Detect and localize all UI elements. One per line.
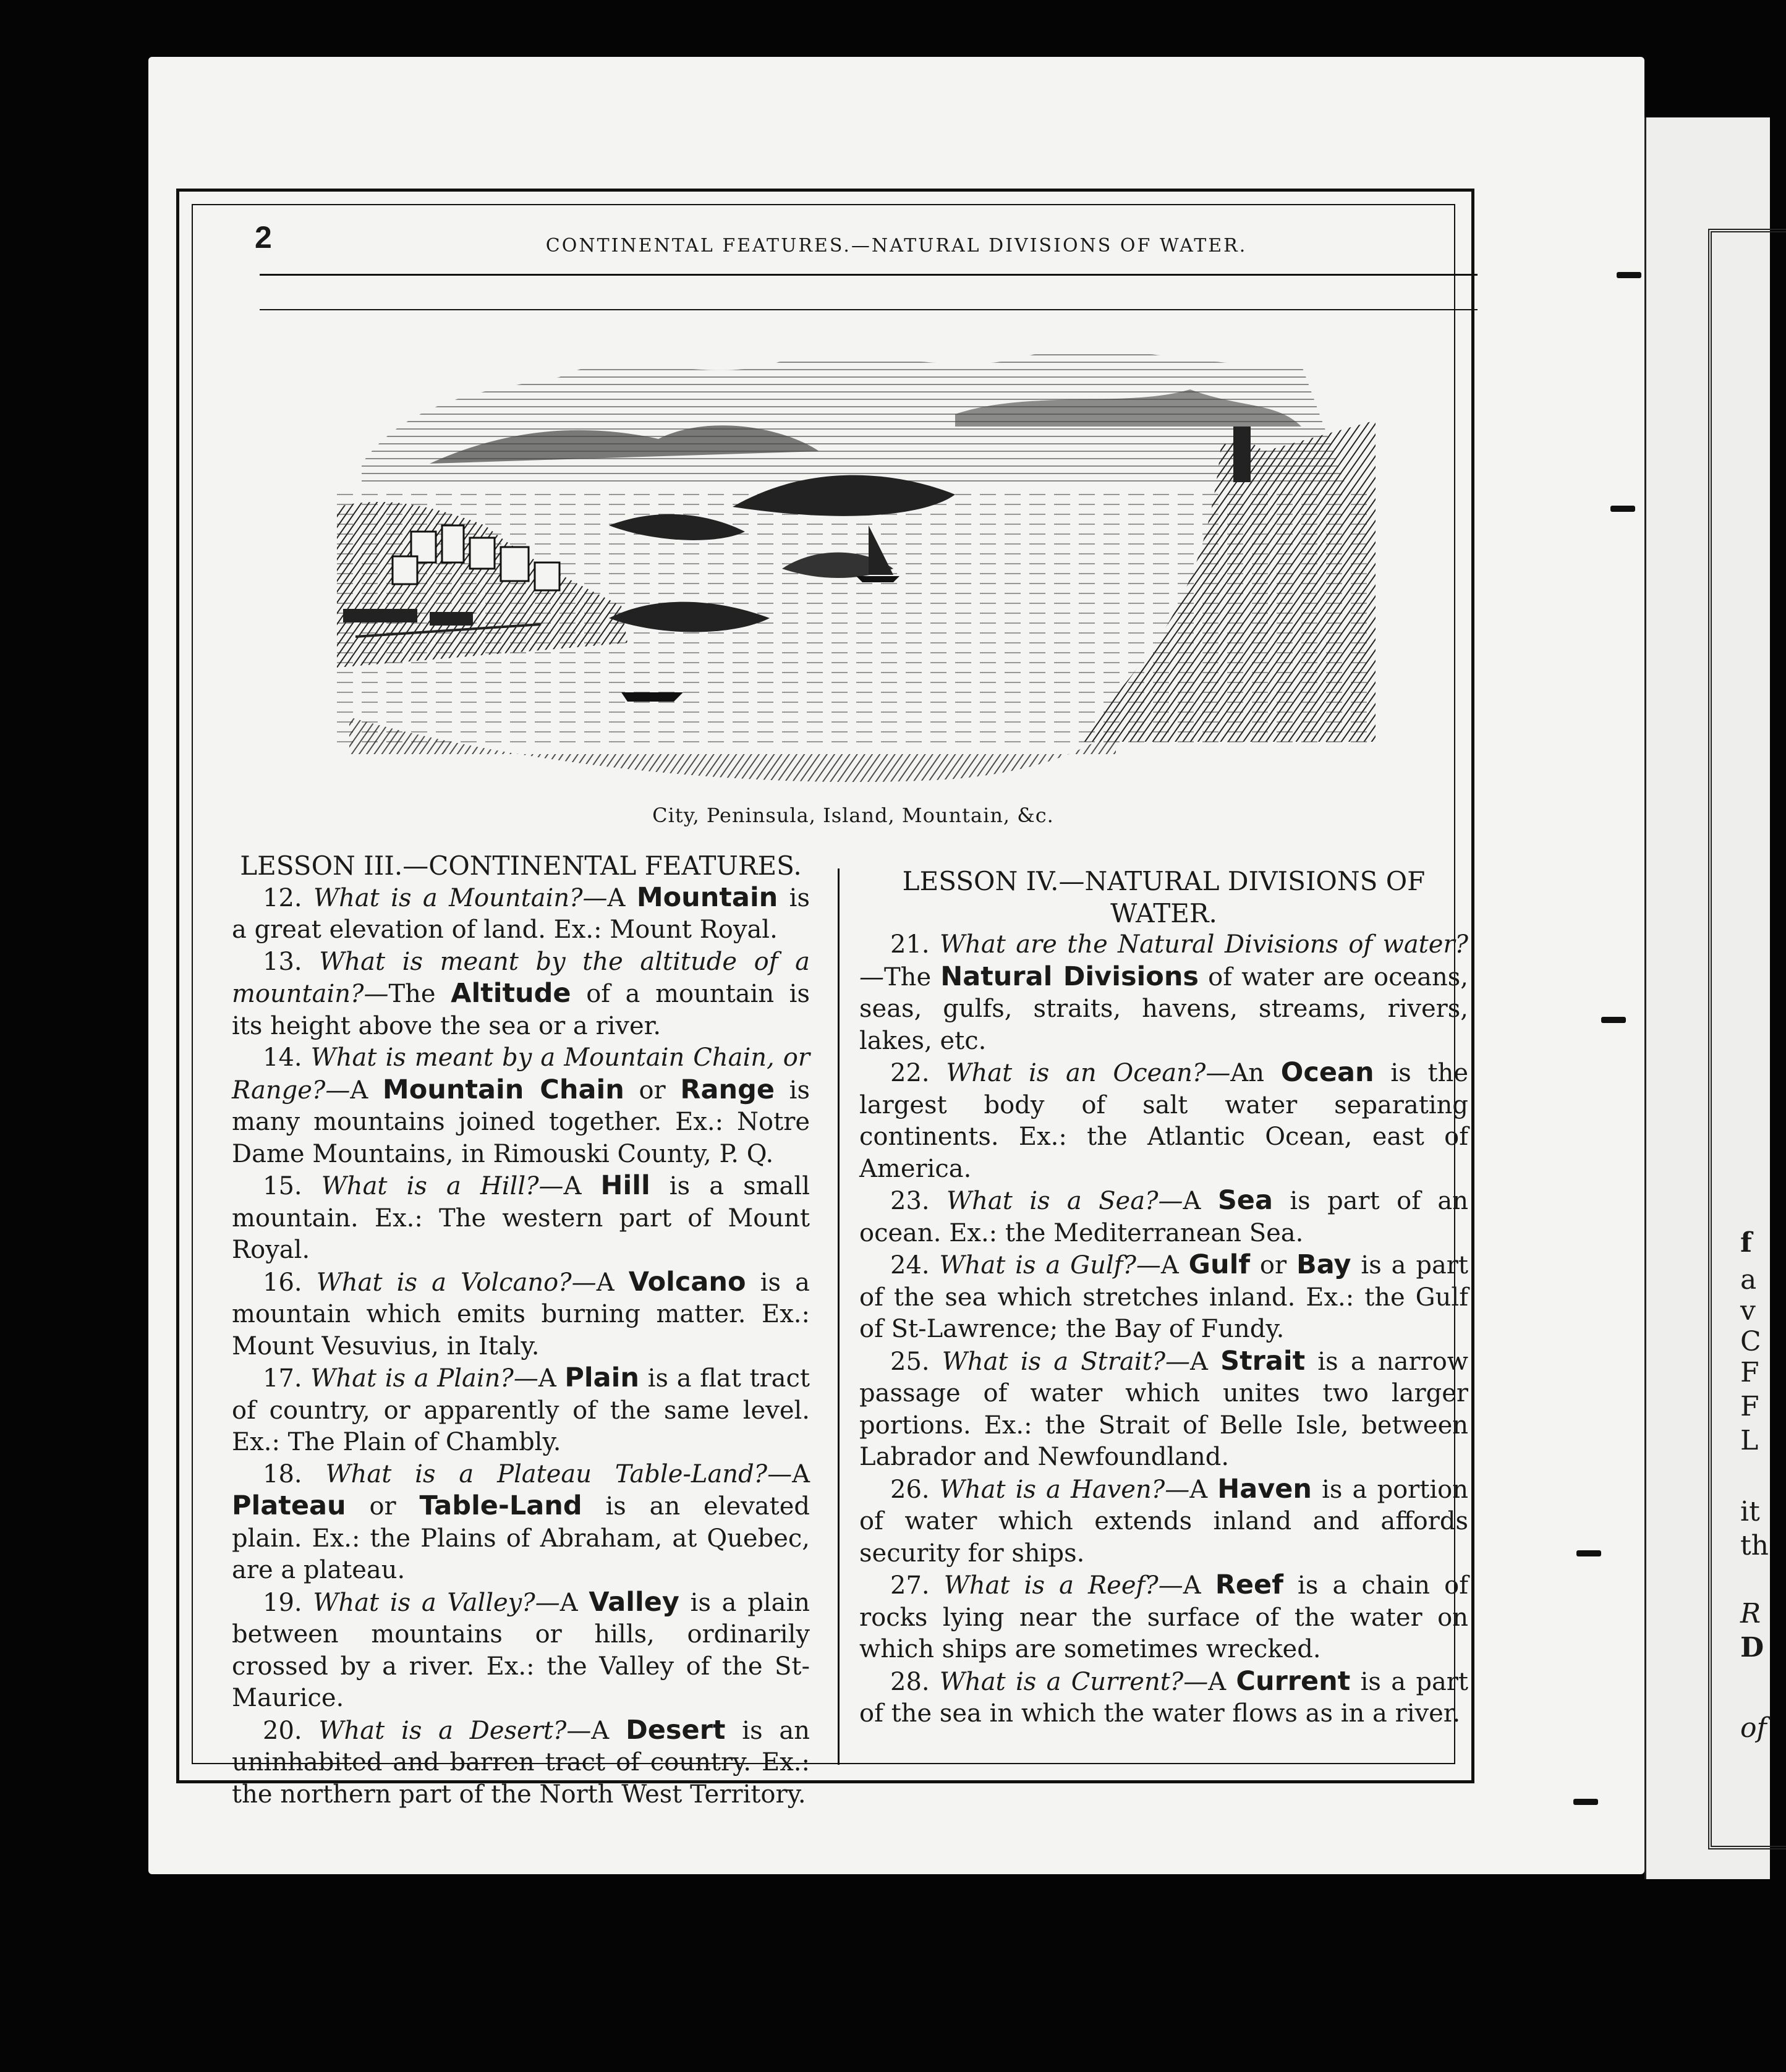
facing-page-letter: C [1740,1326,1761,1357]
item-answer-lead: A [1160,1251,1189,1280]
lesson-item [232,1042,810,1170]
lesson-4-items [859,929,1468,1730]
item-number: 14. [263,1043,311,1072]
item-term: Bay [1296,1249,1351,1280]
item-term: Sea [1217,1185,1273,1216]
item-answer: is a great elevation of land. Ex.: Mount Royal. [232,883,810,944]
item-answer: is a flat tract of country, or apparently of the same level. Ex.: The Plain of Chambly. [232,1364,810,1456]
item-term: Volcano [628,1266,746,1297]
item-number: 21. [890,930,940,959]
binding-staple [1576,1550,1601,1556]
item-answer: is a part of the sea which stretches inland. Ex.: the Gulf of St-Lawrence; the Bay of Fundy. [859,1251,1468,1343]
item-number: 12. [263,883,313,912]
binding-staple [1573,1799,1598,1805]
item-answer-lead: A [1183,1187,1218,1215]
item-answer-lead: A [1208,1667,1236,1696]
lesson-item [232,1587,810,1715]
item-term: Valley [589,1586,679,1618]
engraving-illustration [337,321,1376,804]
item-question: What is a Plain?— [310,1364,538,1393]
item-question: What is a Desert?— [318,1716,592,1745]
item-answer-lead: A [350,1076,383,1105]
lesson-item [859,1569,1468,1666]
facing-page-letter: it [1740,1496,1760,1527]
facing-page-letter: D [1740,1632,1764,1663]
lesson-item [232,1170,810,1267]
binding-staple [1617,272,1641,278]
item-term: Desert [626,1714,726,1746]
item-answer: is a narrow passage of water which unites two larger portions. Ex.: the Strait of Belle Isle, between Labrador and Newfoundland. [859,1347,1469,1471]
item-question: What is a Volcano?— [316,1268,597,1297]
item-term: Mountain Chain [382,1074,624,1105]
item-answer: is a portion of water which extends inland and affords security for ships. [859,1475,1469,1568]
item-answer-lead: A [607,883,637,912]
facing-page-letter: of [1740,1712,1767,1744]
item-question: What are the Natural Divisions of water?— [859,930,1468,991]
item-answer: is a mountain which emits burning matter. Ex.: Mount Vesuvius, in Italy. [232,1268,810,1361]
item-answer: is a plain between mountains or hills, ordinarily crossed by a river. Ex.: the Valley of the St-Maurice. [232,1588,810,1712]
item-number: 25. [890,1347,942,1376]
item-answer-lead: A [559,1588,589,1617]
page-number: 2 [255,220,272,255]
facing-page-letter: F [1740,1357,1759,1388]
item-answer-lead: The [388,980,451,1008]
item-connector: or [624,1076,681,1105]
item-term: Reef [1215,1569,1283,1600]
lighthouse [1233,427,1251,482]
rowboat [621,692,683,702]
lesson-item [232,946,810,1043]
facing-page-letter: v [1740,1295,1756,1327]
item-term: Ocean [1280,1057,1374,1088]
facing-page-letter: R [1740,1598,1761,1629]
item-number: 28. [890,1667,940,1696]
item-term: Gulf [1188,1249,1251,1280]
item-number: 19. [263,1588,313,1617]
item-answer: is an elevated plain. Ex.: the Plains of Abraham, at Quebec, are a plateau. [232,1492,810,1584]
item-answer: is a small mountain. Ex.: The western part of Mount Royal. [232,1172,810,1264]
item-answer: is the largest body of salt water separating continents. Ex.: the Atlantic Ocean, east of America. [859,1059,1468,1183]
item-number: 20. [263,1716,319,1745]
item-answer-lead: A [563,1172,601,1200]
item-term: Plateau [232,1490,346,1521]
item-number: 27. [890,1571,944,1600]
header-rule [260,274,1478,276]
header-rule-lower [260,309,1478,310]
item-answer: of a mountain is its height above the sea or a river. [232,980,810,1040]
column-divider [838,868,840,1765]
item-term: Strait [1220,1345,1306,1377]
lesson-item [232,1459,810,1587]
item-answer-lead: An [1230,1059,1281,1087]
item-question: What is a Valley?— [313,1588,560,1617]
lesson-3-column [232,850,810,1811]
lesson-item [232,882,810,946]
item-question: What is a Current?— [939,1667,1209,1696]
item-term: Natural Divisions [940,961,1199,992]
item-question: What is a Sea?— [946,1187,1183,1215]
lesson-item [859,1249,1468,1346]
item-number: 24. [890,1251,940,1280]
lesson-item [859,1474,1468,1570]
item-question: What is a Hill?— [321,1172,564,1200]
illustration-caption: City, Peninsula, Island, Mountain, &c. [652,804,1054,827]
binding-staple [1601,1017,1626,1023]
item-connector: or [346,1492,420,1521]
item-question: What is a Mountain?— [313,883,608,912]
item-term: Altitude [451,978,571,1009]
item-answer-lead: A [1189,1475,1218,1504]
item-number: 15. [263,1172,321,1200]
item-question: What is a Strait?— [942,1347,1191,1376]
lesson-item [859,1185,1468,1249]
item-term: Table-Land [419,1490,582,1521]
item-number: 18. [263,1459,326,1488]
item-answer: is many mountains joined together. Ex.: Notre Dame Mountains, in Rimouski County, P. Q. [232,1076,810,1168]
item-term: Plain [564,1362,640,1393]
item-answer-lead: The [884,962,941,991]
item-answer-lead: A [596,1268,629,1297]
item-number: 22. [890,1059,946,1087]
item-number: 13. [263,947,320,976]
lesson-3-items [232,882,810,1811]
running-head: CONTINENTAL FEATURES.—NATURAL DIVISIONS OF WATER. [545,235,1248,257]
item-term: Current [1236,1665,1351,1697]
lesson-item [859,1057,1468,1185]
item-question: What is a Haven?— [939,1475,1190,1504]
lesson-item [859,929,1468,1057]
lesson-item [232,1362,810,1459]
facing-page-letter: a [1740,1264,1757,1296]
item-number: 16. [263,1268,317,1297]
item-answer: is a part of the sea in which the water flows as in a river. [859,1667,1468,1728]
item-question: What is a Plateau Table-Land?— [325,1459,793,1488]
item-answer: is part of an ocean. Ex.: the Mediterranean Sea. [859,1187,1469,1247]
item-question: What is a Reef?— [943,1571,1183,1600]
item-question: What is meant by the altitude of a mountain?— [232,947,810,1008]
item-number: 17. [263,1364,311,1393]
lesson-item [859,1666,1468,1730]
item-answer: is a chain of rocks lying near the surface of the water on which ships are sometimes wrecked. [859,1571,1469,1663]
item-question: What is a Gulf?— [939,1251,1161,1280]
item-term: Haven [1217,1473,1312,1505]
item-term: Range [680,1074,775,1105]
facing-page-letter: F [1740,1391,1759,1422]
facing-page-letter: L [1740,1425,1759,1456]
lesson-4-title: LESSON IV.—NATURAL DIVISIONS OF WATER. [902,866,1426,928]
lesson-item [232,1267,810,1363]
item-question: What is meant by a Mountain Chain, or Range?— [232,1043,810,1105]
item-connector: or [1250,1251,1297,1280]
item-term: Hill [600,1170,650,1201]
binding-staple [1610,506,1635,512]
item-answer-lead: A [591,1716,626,1745]
lesson-item [232,1715,810,1811]
item-number: 23. [890,1187,947,1215]
item-term: Mountain [636,881,778,913]
item-answer: is an uninhabited and barren tract of country. Ex.: the northern part of the North West Territory. [232,1716,810,1809]
facing-page-letter: th [1740,1530,1769,1561]
item-answer-lead: A [792,1459,810,1488]
lesson-4-column [859,865,1468,1730]
item-answer-lead: A [538,1364,565,1393]
item-answer: of water are oceans, seas, gulfs, straits, havens, streams, rivers, lakes, etc. [859,962,1468,1055]
lesson-3-title: LESSON III.—CONTINENTAL FEATURES. [240,851,802,881]
item-answer-lead: A [1190,1347,1221,1376]
item-answer-lead: A [1183,1571,1215,1600]
lesson-item [859,1346,1468,1474]
item-number: 26. [890,1475,940,1504]
facing-page-letter: f [1740,1227,1752,1259]
item-question: What is an Ocean?— [946,1059,1231,1087]
